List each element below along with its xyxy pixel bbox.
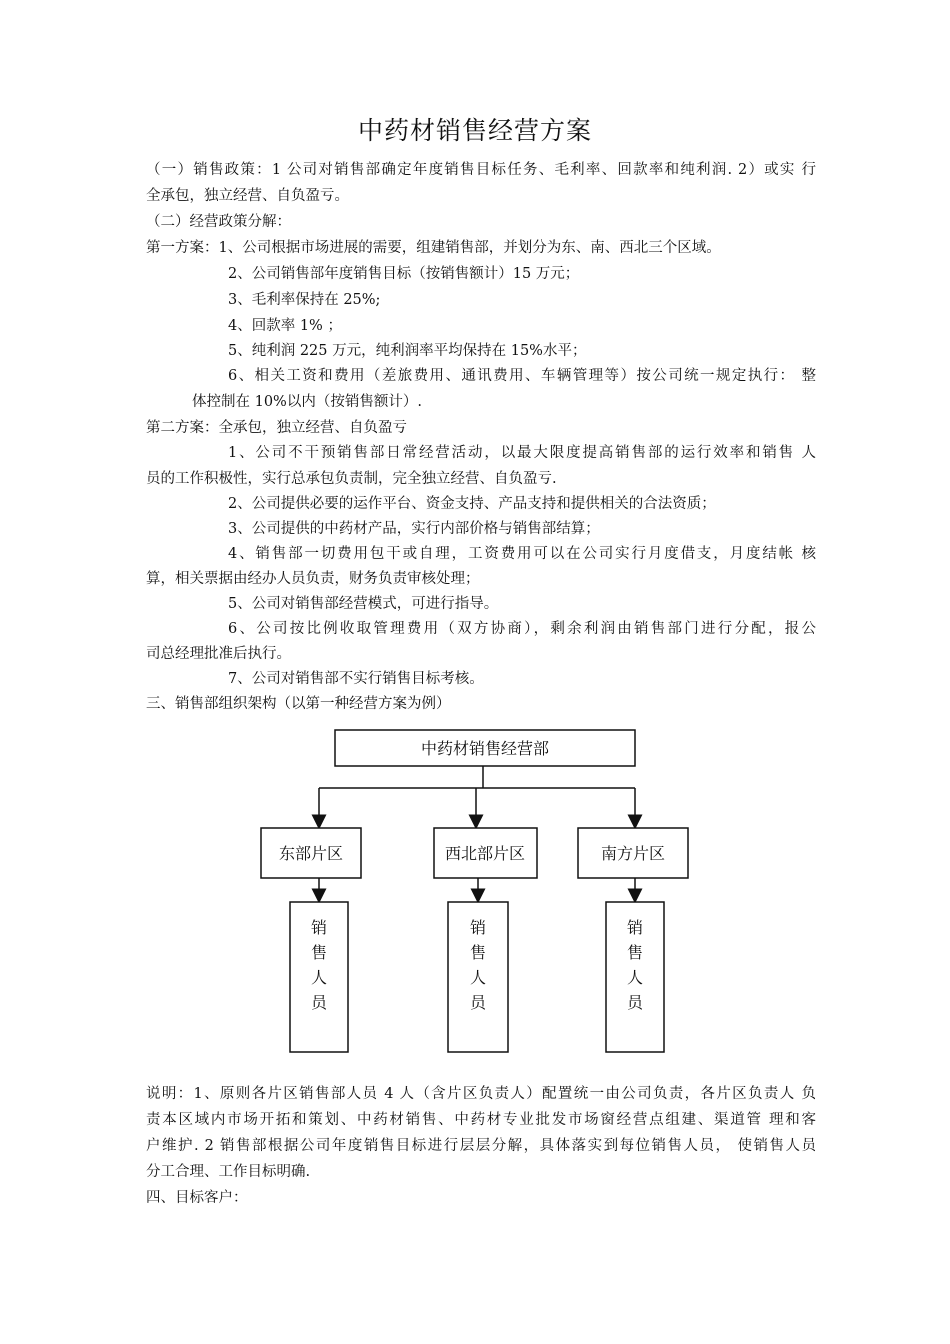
staff-char: 售 bbox=[626, 943, 644, 962]
region-label-northwest: 西北部片区 bbox=[444, 844, 526, 863]
list-item: 5、公司对销售部经营模式，可进行指导。 bbox=[228, 596, 499, 612]
list-item: 3、毛利率保持在 25%; bbox=[228, 292, 381, 308]
paragraph-line: （一）销售政策：1 公司对销售部确定年度销售目标任务、毛利率、回款率和纯利润. 2）或实 行 bbox=[146, 162, 816, 178]
staff-char: 售 bbox=[310, 943, 328, 962]
staff-char: 人 bbox=[469, 968, 487, 987]
note-line: 说明：1、原则各片区销售部人员 4 人（含片区负责人）配置统一由公司负责，各片区负责人 负 bbox=[146, 1086, 816, 1102]
paragraph-line: 第一方案：1、公司根据市场进展的需要，组建销售部，并划分为东、南、西北三个区域。 bbox=[146, 240, 721, 256]
list-item: 6、相关工资和费用（差旅费用、通讯费用、车辆管理等）按公司统一规定执行： 整 bbox=[228, 368, 816, 384]
org-root-label: 中药材销售经营部 bbox=[420, 739, 550, 758]
list-item: 5、纯利润 225 万元，纯利润率平均保持在 15%水平； bbox=[228, 343, 587, 359]
staff-char: 员 bbox=[626, 993, 644, 1012]
list-item-continued: 司总经理批准后执行。 bbox=[146, 646, 291, 662]
note-line: 责本区域内市场开拓和策划、中药材销售、中药材专业批发市场窗经营点组建、渠道管 理和客 bbox=[146, 1112, 816, 1128]
list-item: 4、回款率 1% ； bbox=[228, 318, 342, 334]
document-title: 中药材销售经营方案 bbox=[357, 116, 592, 145]
note-line: 分工合理、工作目标明确. bbox=[146, 1164, 311, 1180]
note-line: 户维护. 2 销售部根据公司年度销售目标进行层层分解，具体落实到每位销售人员， 使销售人员 bbox=[146, 1138, 816, 1154]
region-label-south: 南方片区 bbox=[600, 844, 666, 863]
list-item: 2、公司销售部年度销售目标（按销售额计）15 万元； bbox=[228, 266, 580, 282]
list-item-continued: 算，相关票据由经办人员负责，财务负责审核处理； bbox=[146, 571, 480, 587]
list-item: 4、销售部一切费用包干或自理，工资费用可以在公司实行月度借支，月度结帐 核 bbox=[228, 546, 816, 562]
paragraph-line: 全承包，独立经营、自负盈亏。 bbox=[146, 188, 349, 204]
section-heading: 四、目标客户： bbox=[146, 1190, 248, 1206]
list-item: 7、公司对销售部不实行销售目标考核。 bbox=[228, 671, 484, 687]
staff-char: 销 bbox=[310, 918, 328, 937]
staff-char: 销 bbox=[626, 918, 644, 937]
staff-char: 人 bbox=[310, 968, 328, 987]
section-heading: （二）经营政策分解： bbox=[146, 214, 291, 230]
staff-char: 员 bbox=[469, 993, 487, 1012]
list-item: 6、公司按比例收取管理费用（双方协商），剩余利润由销售部门进行分配，报公 bbox=[228, 621, 816, 637]
list-item: 1、公司不干预销售部日常经营活动，以最大限度提高销售部的运行效率和销售 人 bbox=[228, 445, 816, 461]
list-item: 3、公司提供的中药材产品，实行内部价格与销售部结算； bbox=[228, 521, 600, 537]
section-heading: 三、销售部组织架构（以第一种经营方案为例） bbox=[146, 696, 451, 712]
list-item: 2、公司提供必要的运作平台、资金支持、产品支持和提供相关的合法资质； bbox=[228, 496, 716, 512]
staff-char: 销 bbox=[469, 918, 487, 937]
staff-char: 员 bbox=[310, 993, 328, 1012]
section-heading: 第二方案：全承包，独立经营、自负盈亏 bbox=[146, 420, 407, 436]
list-item-continued: 体控制在 10%以内（按销售额计）. bbox=[192, 394, 422, 410]
region-label-east: 东部片区 bbox=[278, 844, 344, 863]
list-item-continued: 员的工作积极性，实行总承包负责制，完全独立经营、自负盈亏. bbox=[146, 471, 557, 487]
staff-char: 人 bbox=[626, 968, 644, 987]
staff-char: 售 bbox=[469, 943, 487, 962]
